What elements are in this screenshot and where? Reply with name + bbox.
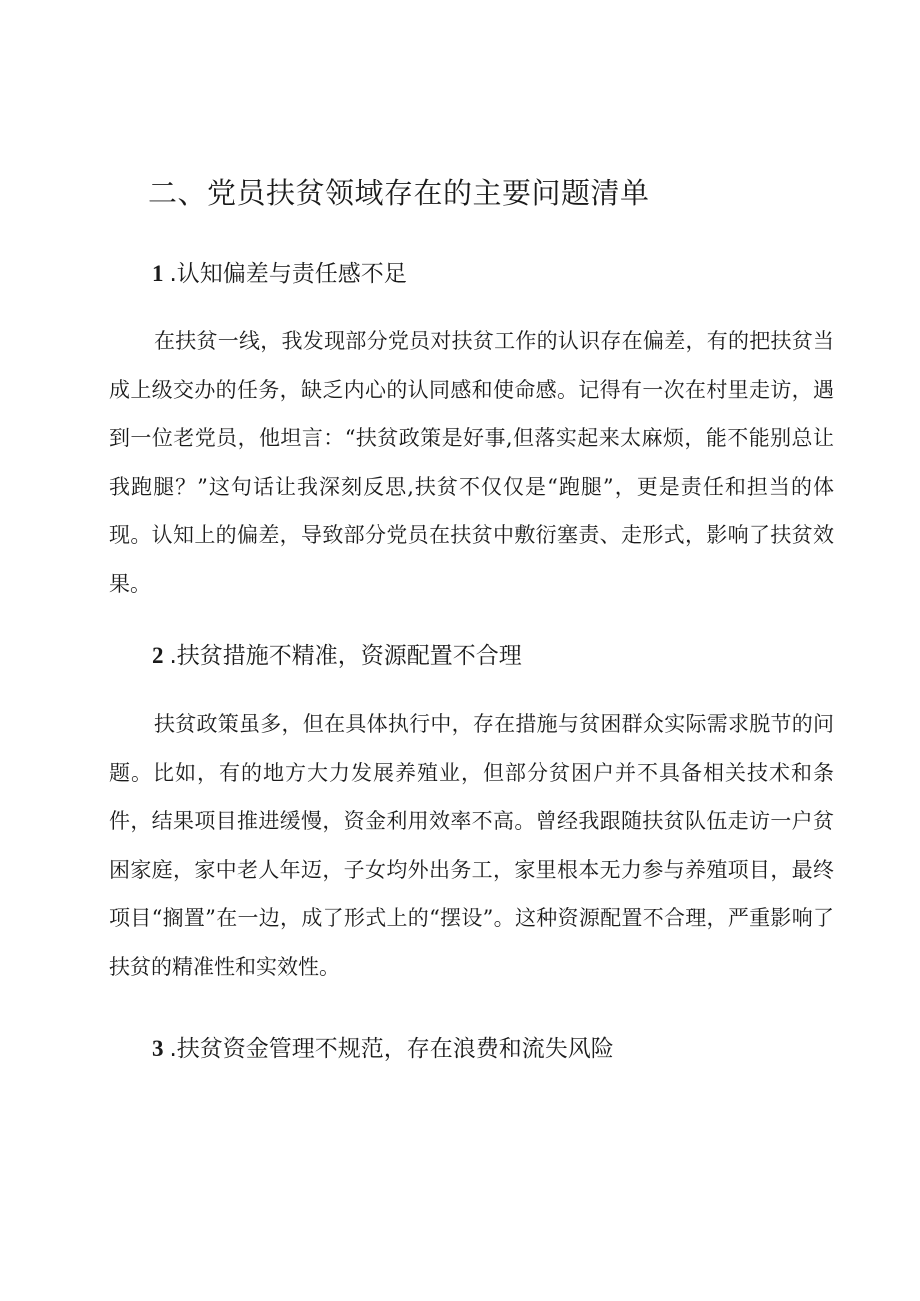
- item-1-heading-text: .认知偏差与责任感不足: [169, 261, 407, 287]
- item-2-heading-text: .扶贫措施不精准，资源配置不合理: [169, 643, 522, 669]
- item-3-number: 3: [152, 1036, 164, 1061]
- item-2-paragraph: 扶贫政策虽多，但在具体执行中，存在措施与贫困群众实际需求脱节的问题。比如，有的地方大力发展养殖业，但部分贫困户并不具备相关技术和条件，结果项目推进缓慢，资金利用效率不高。曾经我跟随扶贫队伍走访一户贫困家庭，家中老人年迈，子女均外出务工，家里根本无力参与养殖项目，最终项目“搁置”在一边，成了形式上的“摆设”。这种资源配置不合理，严重影响了扶贫的精准性和实效性。: [109, 712, 834, 979]
- item-1-paragraph: 在扶贫一线，我发现部分党员对扶贫工作的认识存在偏差，有的把扶贫当成上级交办的任务，缺乏内心的认同感和使命感。记得有一次在村里走访，遇到一位老党员，他坦言：“扶贫政策是好事,但落实起来太麻烦，能不能别总让我跑腿？”这句话让我深刻反思,扶贫不仅仅是“跑腿”，更是责任和担当的体现。认知上的偏差，导致部分党员在扶贫中敷衍塞责、走形式，影响了扶贫效果。: [109, 329, 834, 596]
- section-title: 二、党员扶贫领域存在的主要问题清单: [148, 176, 650, 210]
- item-1-heading: [152, 256, 407, 292]
- item-3-heading: [152, 1031, 614, 1067]
- item-3-heading-text: .扶贫资金管理不规范，存在浪费和流失风险: [169, 1036, 614, 1062]
- item-2-heading: [152, 638, 522, 674]
- item-2-number: 2: [152, 643, 164, 668]
- item-1-number: 1: [152, 261, 164, 286]
